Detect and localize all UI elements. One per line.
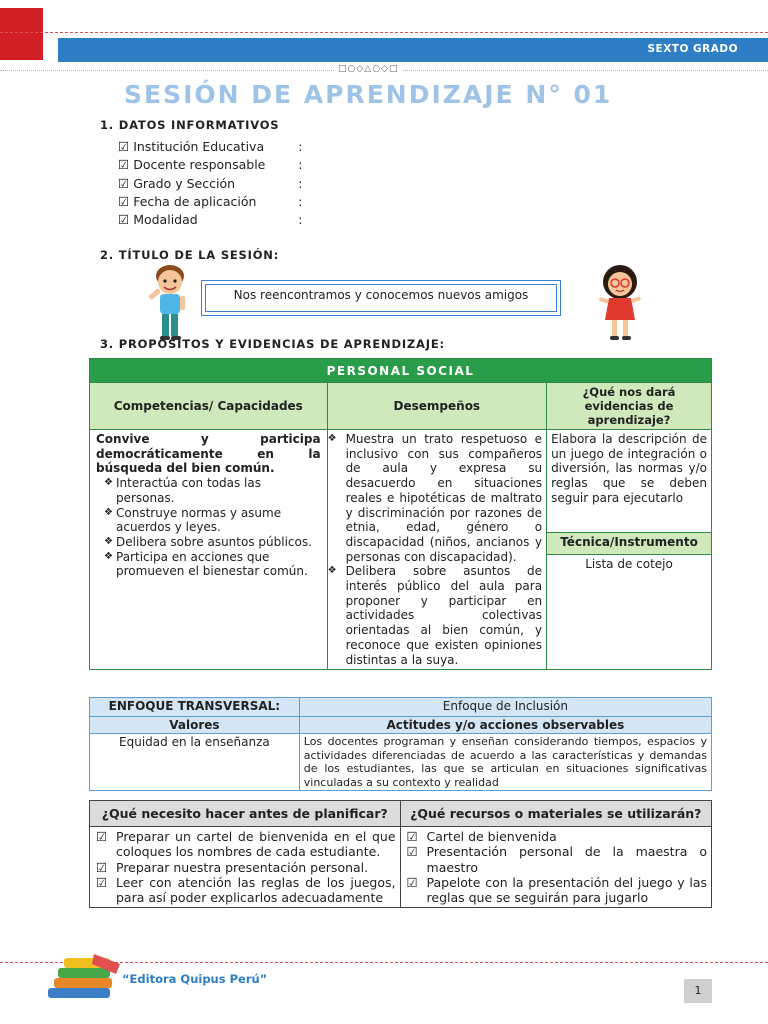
preparation-table [89, 800, 712, 908]
boy-illustration-icon [146, 262, 194, 342]
evidence-cell: Elabora la descripción de un juego de integración o diversión, las normas y/o reglas que se deben seguir para ejecutarlo [547, 430, 712, 533]
performances-header: Desempeños [327, 383, 547, 430]
competence-text: Convive y participa democráticamente en la búsqueda del bien común. [96, 432, 321, 476]
before-cell [90, 827, 401, 908]
resources-cell [400, 827, 711, 908]
info-label: Fecha de aplicación [133, 194, 257, 209]
competencies-header: Competencias/ Capacidades [90, 383, 328, 430]
transversal-table [89, 697, 712, 791]
value-cell: Equidad en la enseñanza [90, 734, 300, 791]
info-label: Modalidad [133, 212, 198, 227]
info-row [118, 194, 302, 209]
info-colon: : [298, 176, 303, 191]
capacity-item: ❖ Delibera sobre asuntos públicos. [102, 535, 321, 550]
resource-item: ☑ Papelote con la presentación del juego y las reglas que se seguirán para jugarlo [405, 875, 707, 906]
info-colon: : [298, 139, 303, 154]
area-header: PERSONAL SOCIAL [90, 359, 712, 383]
brand-red-block [0, 8, 43, 60]
info-colon: : [298, 212, 303, 227]
session-title-box [201, 280, 561, 316]
technique-header: Técnica/Instrumento [547, 533, 712, 555]
decorative-shapes: □○◇△○◇□ [334, 64, 402, 74]
girl-illustration-icon [597, 262, 643, 342]
performance-item: ❖ Delibera sobre asuntos de interés público del aula para proponer y participar en actividades colectivas orientadas al bien común, y reconoce que existen opiniones distintas a la suya. [330, 564, 543, 667]
session-title: Nos reencontramos y conocemos nuevos amigos [205, 284, 557, 312]
section-heading: 2. TÍTULO DE LA SESIÓN: [100, 248, 280, 262]
info-row [118, 212, 302, 227]
before-item: ☑ Preparar un cartel de bienvenida en el que coloques los nombres de cada estudiante. [94, 829, 396, 860]
transversal-label: ENFOQUE TRANSVERSAL: [90, 698, 300, 717]
before-item: ☑ Leer con atención las reglas de los juegos, para así poder explicarlos adecuadamente [94, 875, 396, 906]
info-label: Docente responsable [133, 157, 266, 172]
attitude-cell: Los docentes programan y enseñan considerando tiempos, espacios y actividades diferenciadas de acuerdo a las características y demandas de los estudiantes, las que se articulan en situaciones significativas vinculadas a su contexto y realidad [299, 734, 711, 791]
performances-cell [327, 430, 547, 670]
books-logo-icon [46, 950, 126, 1002]
values-header: Valores [90, 717, 300, 734]
evidence-header: ¿Qué nos dará evidencias de aprendizaje? [547, 383, 712, 430]
attitudes-header: Actitudes y/o acciones observables [299, 717, 711, 734]
info-row [118, 157, 302, 172]
checkbox-icon: ☑ [118, 212, 134, 227]
checkbox-icon: ☑ [118, 176, 134, 191]
capacity-item: ❖ Participa en acciones que promueven el bienestar común. [102, 550, 321, 579]
resource-item: ☑ Presentación personal de la maestra o maestro [405, 844, 707, 875]
info-colon: : [298, 157, 303, 172]
before-item: ☑ Preparar nuestra presentación personal. [94, 860, 396, 875]
publisher-name: “Editora Quipus Perú” [122, 972, 268, 986]
info-row [118, 176, 302, 191]
transversal-name: Enfoque de Inclusión [299, 698, 711, 717]
checkbox-icon: ☑ [118, 139, 134, 154]
resources-header: ¿Qué recursos o materiales se utilizarán? [400, 801, 711, 827]
info-colon: : [298, 194, 303, 209]
competencies-cell [90, 430, 328, 670]
info-row [118, 139, 302, 154]
performance-item: ❖ Muestra un trato respetuoso e inclusivo con sus compañeros de aula y expresa su desacuerdo en situaciones reales e hipotéticas de maltrato y discriminación por razones de etnia, edad, género o discapacidad (niños, ancianos y personas con discapacidad). [330, 432, 543, 564]
section-heading: 1. DATOS INFORMATIVOS [100, 118, 280, 132]
purposes-table [89, 358, 712, 670]
info-label: Institución Educativa [133, 139, 265, 154]
technique-cell: Lista de cotejo [547, 555, 712, 670]
section-heading: 3. PROPÓSITOS Y EVIDENCIAS DE APRENDIZAJE: [100, 337, 445, 351]
capacity-item: ❖ Interactúa con todas las personas. [102, 476, 321, 505]
page-title: SESIÓN DE APRENDIZAJE N° 01 [124, 80, 613, 109]
top-dashed-line [0, 32, 768, 33]
checkbox-icon: ☑ [118, 157, 134, 172]
capacity-item: ❖ Construye normas y asume acuerdos y leyes. [102, 506, 321, 535]
info-label: Grado y Sección [133, 176, 236, 191]
grade-label: SEXTO GRADO [647, 43, 738, 55]
resource-item: ☑ Cartel de bienvenida [405, 829, 707, 844]
page-number: 1 [684, 979, 712, 1003]
before-header: ¿Qué necesito hacer antes de planificar? [90, 801, 401, 827]
checkbox-icon: ☑ [118, 194, 134, 209]
